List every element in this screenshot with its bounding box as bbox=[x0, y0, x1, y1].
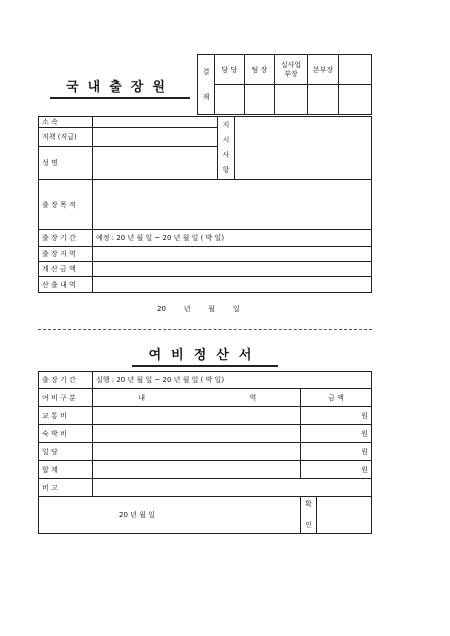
item-unit[interactable]: 원 bbox=[301, 443, 372, 461]
item-content[interactable] bbox=[93, 461, 301, 479]
period-label: 출 장 기 간 bbox=[39, 230, 93, 247]
item-unit[interactable]: 원 bbox=[301, 461, 372, 479]
approval-side-label-1: 결 bbox=[202, 67, 210, 76]
instruction-char-1: 지 bbox=[222, 121, 230, 129]
form-title: 국내출장원 bbox=[50, 76, 190, 99]
remarks-field[interactable] bbox=[93, 479, 372, 497]
category-header: 여 비 구 분 bbox=[39, 389, 93, 407]
approval-table bbox=[197, 54, 372, 115]
item-label: 일 당 bbox=[39, 443, 93, 461]
approval-sign-staff[interactable] bbox=[215, 85, 245, 115]
settlement-period-label: 출 장 기 간 bbox=[39, 372, 93, 389]
settlement-title: 여비정산서 bbox=[132, 344, 278, 367]
instruction-char-3: 사 bbox=[222, 151, 230, 159]
item-label: 합 계 bbox=[39, 461, 93, 479]
location-field[interactable] bbox=[93, 247, 372, 262]
item-content[interactable] bbox=[93, 407, 301, 425]
calc-amount-field[interactable] bbox=[93, 262, 372, 277]
location-label: 출 장 지 역 bbox=[39, 247, 93, 262]
approval-header-staff: 담 당 bbox=[215, 55, 245, 85]
position-label: 직책 (직급) bbox=[39, 128, 93, 147]
instruction-char-4: 항 bbox=[222, 166, 230, 174]
approval-sign-hq[interactable] bbox=[308, 85, 339, 115]
approval-side-label-2: 재 bbox=[202, 92, 210, 101]
settlement-date: 20 년 월 일 bbox=[39, 497, 301, 534]
calc-detail-label: 산 출 내 역 bbox=[39, 277, 93, 293]
item-unit[interactable]: 원 bbox=[301, 425, 372, 443]
calc-amount-label: 계 산 금 액 bbox=[39, 262, 93, 277]
name-label: 성 명 bbox=[39, 147, 93, 180]
item-label: 교 통 비 bbox=[39, 407, 93, 425]
instruction-label bbox=[218, 117, 235, 180]
purpose-label: 출 장 목 적 bbox=[39, 180, 93, 230]
item-content[interactable] bbox=[93, 425, 301, 443]
approval-header-blank bbox=[339, 55, 372, 85]
amount-header: 금 액 bbox=[301, 389, 372, 407]
confirm-label bbox=[301, 497, 317, 534]
content-header-right: 역 bbox=[249, 393, 257, 402]
name-field[interactable] bbox=[93, 147, 218, 180]
confirm-char-2: 인 bbox=[305, 521, 312, 529]
period-value[interactable]: 예정 : 20 년 월 일 ~ 20 년 월 일 ( 박 일) bbox=[93, 230, 372, 247]
approval-sign-blank[interactable] bbox=[339, 85, 372, 115]
item-unit[interactable]: 원 bbox=[301, 407, 372, 425]
item-content[interactable] bbox=[93, 443, 301, 461]
affiliation-label: 소 속 bbox=[39, 117, 93, 128]
position-field[interactable] bbox=[93, 128, 218, 147]
instruction-char-2: 시 bbox=[222, 136, 230, 144]
affiliation-field[interactable] bbox=[93, 117, 218, 128]
content-header bbox=[93, 389, 301, 407]
approval-header-hq: 본부장 bbox=[308, 55, 339, 85]
approval-side-label bbox=[198, 55, 215, 115]
request-date: 20 년 월 일 bbox=[157, 305, 240, 313]
trip-request-table bbox=[38, 116, 372, 293]
approval-header-dept: 실사업 부장 bbox=[275, 55, 308, 85]
settlement-period-value[interactable]: 실행 : 20 년 월 일 ~ 20 년 월 일 ( 박 일) bbox=[93, 372, 372, 389]
item-label: 숙 박 비 bbox=[39, 425, 93, 443]
confirm-char-1: 확 bbox=[305, 500, 312, 508]
calc-detail-field[interactable] bbox=[93, 277, 372, 293]
cut-line bbox=[38, 329, 372, 330]
approval-sign-dept[interactable] bbox=[275, 85, 308, 115]
confirm-sign-field[interactable] bbox=[317, 497, 372, 534]
approval-sign-team[interactable] bbox=[245, 85, 275, 115]
settlement-table bbox=[38, 371, 372, 534]
content-header-left: 내 bbox=[138, 393, 145, 402]
purpose-field[interactable] bbox=[93, 180, 372, 230]
item-label: 비 고 bbox=[39, 479, 93, 497]
instruction-field[interactable] bbox=[235, 117, 372, 180]
approval-header-team: 팀 장 bbox=[245, 55, 275, 85]
